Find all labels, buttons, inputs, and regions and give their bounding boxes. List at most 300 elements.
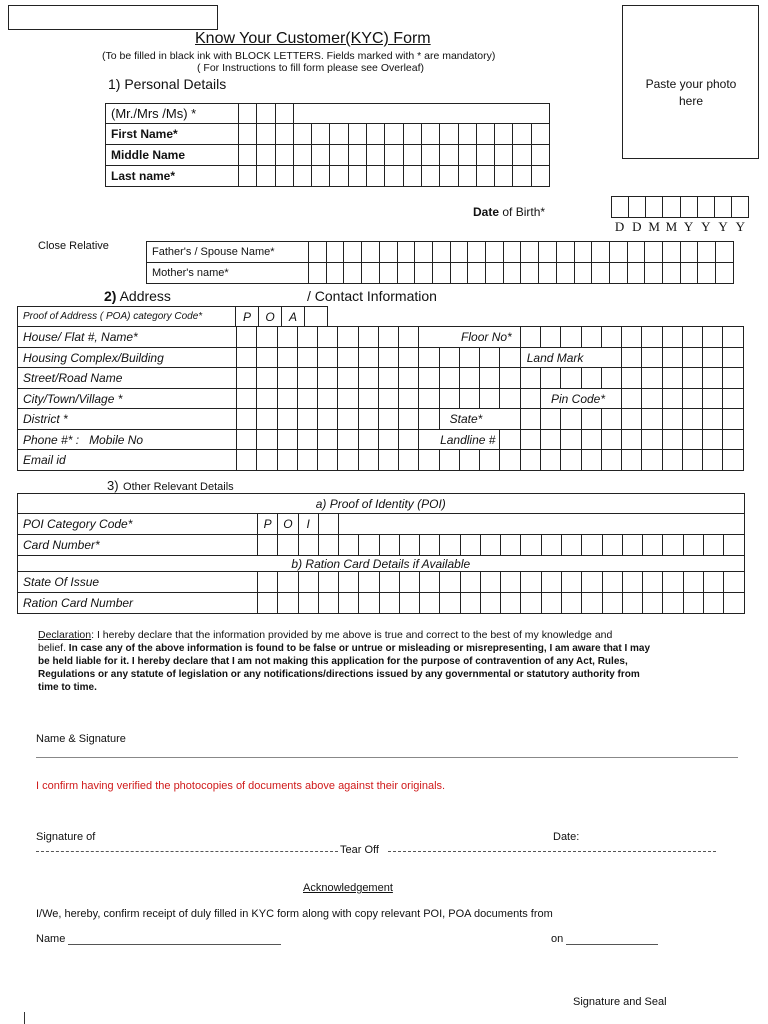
card-number-cell[interactable] bbox=[339, 535, 359, 556]
ack-name-line[interactable] bbox=[68, 944, 281, 945]
complex-cell[interactable] bbox=[318, 348, 338, 368]
ration-number-cell[interactable] bbox=[683, 593, 703, 614]
email-cell[interactable] bbox=[399, 450, 419, 471]
street-cell[interactable] bbox=[378, 368, 398, 389]
street-cell[interactable] bbox=[723, 368, 743, 389]
street-cell[interactable] bbox=[459, 368, 479, 389]
city-cell[interactable] bbox=[237, 389, 257, 409]
state-cell[interactable] bbox=[703, 409, 723, 430]
ration-number-cell[interactable] bbox=[420, 593, 440, 614]
landline-cell[interactable] bbox=[703, 430, 723, 450]
mother-name-cell[interactable] bbox=[574, 263, 592, 284]
house-cell[interactable] bbox=[237, 327, 257, 348]
district-cell[interactable] bbox=[237, 409, 257, 430]
state-cell[interactable] bbox=[622, 409, 642, 430]
district-cell[interactable] bbox=[277, 409, 297, 430]
declaration-label: Declaration bbox=[38, 629, 92, 641]
city-cell[interactable] bbox=[419, 389, 439, 409]
city-cell[interactable] bbox=[358, 389, 378, 409]
street-cell[interactable] bbox=[257, 368, 277, 389]
state-issue-cell[interactable] bbox=[399, 572, 419, 593]
landline-cell[interactable] bbox=[500, 430, 520, 450]
city-cell[interactable] bbox=[378, 389, 398, 409]
email-cell[interactable] bbox=[703, 450, 723, 471]
email-cell[interactable] bbox=[277, 450, 297, 471]
state-cell[interactable] bbox=[662, 409, 682, 430]
state-cell[interactable] bbox=[581, 409, 601, 430]
floor-cell[interactable] bbox=[622, 327, 642, 348]
house-cell[interactable] bbox=[257, 327, 277, 348]
dob-rest-word: of Birth* bbox=[499, 205, 546, 219]
street-cell[interactable] bbox=[338, 368, 358, 389]
email-cell[interactable] bbox=[257, 450, 277, 471]
mother-name-cell[interactable] bbox=[609, 263, 627, 284]
state-cell[interactable] bbox=[723, 409, 743, 430]
city-cell[interactable] bbox=[318, 389, 338, 409]
mother-name-cell[interactable] bbox=[309, 263, 327, 284]
district-cell[interactable] bbox=[378, 409, 398, 430]
mother-name-cell[interactable] bbox=[450, 263, 468, 284]
father-name-cell[interactable] bbox=[503, 242, 521, 263]
floor-cell[interactable] bbox=[520, 327, 540, 348]
complex-cell[interactable] bbox=[439, 348, 459, 368]
state-issue-cell[interactable] bbox=[460, 572, 480, 593]
house-cell[interactable] bbox=[378, 327, 398, 348]
street-cell[interactable] bbox=[682, 368, 702, 389]
mobile-cell[interactable] bbox=[399, 430, 419, 450]
pin-cell[interactable] bbox=[703, 389, 723, 409]
father-name-cell[interactable] bbox=[698, 242, 716, 263]
email-cell[interactable] bbox=[318, 450, 338, 471]
landline-cell[interactable] bbox=[723, 430, 743, 450]
pin-cell[interactable] bbox=[723, 389, 743, 409]
city-cell[interactable] bbox=[399, 389, 419, 409]
state-issue-cell[interactable] bbox=[501, 572, 521, 593]
mother-name-cell[interactable] bbox=[397, 263, 415, 284]
street-cell[interactable] bbox=[520, 368, 540, 389]
email-cell[interactable] bbox=[500, 450, 520, 471]
card-number-cell[interactable] bbox=[602, 535, 622, 556]
city-cell[interactable] bbox=[257, 389, 277, 409]
state-issue-cell[interactable] bbox=[561, 572, 581, 593]
district-cell[interactable] bbox=[257, 409, 277, 430]
ration-number-cell[interactable] bbox=[643, 593, 663, 614]
mother-name-cell[interactable] bbox=[539, 263, 557, 284]
street-cell[interactable] bbox=[662, 368, 682, 389]
ration-number-cell[interactable] bbox=[582, 593, 602, 614]
card-number-cell[interactable] bbox=[440, 535, 460, 556]
floor-cell[interactable] bbox=[642, 327, 662, 348]
card-number-cell[interactable] bbox=[298, 535, 318, 556]
dob-cell[interactable] bbox=[663, 197, 680, 218]
mother-name-cell[interactable] bbox=[680, 263, 698, 284]
street-cell[interactable] bbox=[237, 368, 257, 389]
ration-title: b) Ration Card Details if Available bbox=[18, 556, 745, 572]
father-name-cell[interactable] bbox=[432, 242, 450, 263]
mobile-cell[interactable] bbox=[277, 430, 297, 450]
landmark-cell[interactable] bbox=[642, 348, 662, 368]
father-name-cell[interactable] bbox=[592, 242, 610, 263]
state-cell[interactable] bbox=[561, 409, 581, 430]
floor-cell[interactable] bbox=[601, 327, 621, 348]
state-issue-cell[interactable] bbox=[663, 572, 683, 593]
email-cell[interactable] bbox=[378, 450, 398, 471]
city-cell[interactable] bbox=[277, 389, 297, 409]
state-cell[interactable] bbox=[601, 409, 621, 430]
street-cell[interactable] bbox=[358, 368, 378, 389]
ration-number-cell[interactable] bbox=[561, 593, 581, 614]
photo-box[interactable] bbox=[622, 5, 759, 159]
father-name-cell[interactable] bbox=[627, 242, 645, 263]
father-name-cell[interactable] bbox=[415, 242, 433, 263]
father-name-cell[interactable] bbox=[609, 242, 627, 263]
mobile-cell[interactable] bbox=[318, 430, 338, 450]
pin-cell[interactable] bbox=[662, 389, 682, 409]
ration-number-label: Ration Card Number bbox=[18, 593, 258, 614]
email-cell[interactable] bbox=[338, 450, 358, 471]
declaration-line4: Regulations or any statute of legislation or any notifications/directions issued by any governmental or statutory authority from bbox=[38, 669, 640, 680]
mother-name-cell[interactable] bbox=[486, 263, 504, 284]
state-issue-cell[interactable] bbox=[359, 572, 379, 593]
dob-cell[interactable] bbox=[714, 197, 731, 218]
ration-number-cell[interactable] bbox=[602, 593, 622, 614]
house-cell[interactable] bbox=[399, 327, 419, 348]
mother-name-cell[interactable] bbox=[663, 263, 681, 284]
complex-cell[interactable] bbox=[399, 348, 419, 368]
house-cell[interactable] bbox=[318, 327, 338, 348]
father-name-cell[interactable] bbox=[309, 242, 327, 263]
email-cell[interactable] bbox=[723, 450, 743, 471]
mother-name-cell[interactable] bbox=[468, 263, 486, 284]
father-name-cell[interactable] bbox=[574, 242, 592, 263]
father-name-cell[interactable] bbox=[663, 242, 681, 263]
state-issue-cell[interactable] bbox=[724, 572, 744, 593]
email-cell[interactable] bbox=[642, 450, 662, 471]
father-name-cell[interactable] bbox=[362, 242, 380, 263]
declaration-belief: belief. bbox=[38, 642, 67, 654]
city-cell[interactable] bbox=[439, 389, 459, 409]
mother-name-cell[interactable] bbox=[362, 263, 380, 284]
street-cell[interactable] bbox=[480, 368, 500, 389]
ration-number-cell[interactable] bbox=[703, 593, 723, 614]
landline-cell[interactable] bbox=[662, 430, 682, 450]
landline-cell[interactable] bbox=[622, 430, 642, 450]
mother-name-cell[interactable] bbox=[627, 263, 645, 284]
mother-name-cell[interactable] bbox=[556, 263, 574, 284]
district-cell[interactable] bbox=[419, 409, 439, 430]
ration-number-cell[interactable] bbox=[501, 593, 521, 614]
city-cell[interactable] bbox=[338, 389, 358, 409]
complex-cell[interactable] bbox=[378, 348, 398, 368]
pin-cell[interactable] bbox=[622, 389, 642, 409]
ration-number-cell[interactable] bbox=[359, 593, 379, 614]
father-name-cell[interactable] bbox=[716, 242, 734, 263]
complex-cell[interactable] bbox=[358, 348, 378, 368]
city-cell[interactable] bbox=[459, 389, 479, 409]
ration-number-cell[interactable] bbox=[298, 593, 318, 614]
state-cell[interactable] bbox=[682, 409, 702, 430]
state-issue-cell[interactable] bbox=[440, 572, 460, 593]
complex-cell[interactable] bbox=[257, 348, 277, 368]
ration-number-cell[interactable] bbox=[663, 593, 683, 614]
card-number-cell[interactable] bbox=[480, 535, 500, 556]
house-cell[interactable] bbox=[297, 327, 317, 348]
ration-number-cell[interactable] bbox=[278, 593, 298, 614]
ack-name-label: Name bbox=[36, 933, 66, 945]
mobile-cell[interactable] bbox=[358, 430, 378, 450]
father-name-cell[interactable] bbox=[344, 242, 362, 263]
landmark-cell[interactable] bbox=[682, 348, 702, 368]
father-name-cell[interactable] bbox=[556, 242, 574, 263]
state-issue-cell[interactable] bbox=[298, 572, 318, 593]
complex-cell[interactable] bbox=[500, 348, 520, 368]
state-issue-cell[interactable] bbox=[480, 572, 500, 593]
landmark-cell[interactable] bbox=[662, 348, 682, 368]
ration-number-cell[interactable] bbox=[521, 593, 541, 614]
state-issue-cell[interactable] bbox=[643, 572, 663, 593]
dob-date-word: Date bbox=[473, 205, 500, 219]
state-issue-cell[interactable] bbox=[339, 572, 359, 593]
email-cell[interactable] bbox=[237, 450, 257, 471]
district-cell[interactable] bbox=[297, 409, 317, 430]
dob-cell[interactable] bbox=[612, 197, 629, 218]
complex-cell[interactable] bbox=[338, 348, 358, 368]
poi-code-cell[interactable] bbox=[318, 514, 338, 535]
card-number-cell[interactable] bbox=[501, 535, 521, 556]
card-number-cell[interactable] bbox=[379, 535, 399, 556]
floor-cell[interactable] bbox=[581, 327, 601, 348]
ration-number-cell[interactable] bbox=[399, 593, 419, 614]
father-name-cell[interactable] bbox=[450, 242, 468, 263]
dob-cell[interactable] bbox=[697, 197, 714, 218]
email-cell[interactable] bbox=[439, 450, 459, 471]
floor-cell[interactable] bbox=[540, 327, 560, 348]
street-cell[interactable] bbox=[277, 368, 297, 389]
street-cell[interactable] bbox=[399, 368, 419, 389]
state-issue-cell[interactable] bbox=[278, 572, 298, 593]
landline-cell[interactable] bbox=[601, 430, 621, 450]
city-cell[interactable] bbox=[500, 389, 520, 409]
mobile-cell[interactable] bbox=[237, 430, 257, 450]
mother-name-cell[interactable] bbox=[326, 263, 344, 284]
ration-number-cell[interactable] bbox=[622, 593, 642, 614]
landmark-cell[interactable] bbox=[622, 348, 642, 368]
floor-cell[interactable] bbox=[662, 327, 682, 348]
state-issue-cell[interactable] bbox=[379, 572, 399, 593]
father-name-cell[interactable] bbox=[379, 242, 397, 263]
email-cell[interactable] bbox=[419, 450, 439, 471]
state-issue-cell[interactable] bbox=[622, 572, 642, 593]
street-cell[interactable] bbox=[581, 368, 601, 389]
card-number-cell[interactable] bbox=[541, 535, 561, 556]
state-issue-cell[interactable] bbox=[258, 572, 278, 593]
card-number-cell[interactable] bbox=[359, 535, 379, 556]
pin-cell[interactable] bbox=[642, 389, 662, 409]
mother-name-cell[interactable] bbox=[415, 263, 433, 284]
email-cell[interactable] bbox=[520, 450, 540, 471]
complex-cell[interactable] bbox=[277, 348, 297, 368]
district-cell[interactable] bbox=[358, 409, 378, 430]
dob-cell[interactable] bbox=[731, 197, 748, 218]
father-name-cell[interactable] bbox=[468, 242, 486, 263]
street-cell[interactable] bbox=[297, 368, 317, 389]
father-name-cell[interactable] bbox=[486, 242, 504, 263]
pin-cell[interactable] bbox=[682, 389, 702, 409]
state-issue-cell[interactable] bbox=[582, 572, 602, 593]
mobile-cell[interactable] bbox=[257, 430, 277, 450]
complex-cell[interactable] bbox=[459, 348, 479, 368]
father-name-cell[interactable] bbox=[645, 242, 663, 263]
street-cell[interactable] bbox=[642, 368, 662, 389]
complex-cell[interactable] bbox=[237, 348, 257, 368]
mother-name-cell[interactable] bbox=[592, 263, 610, 284]
ration-number-cell[interactable] bbox=[541, 593, 561, 614]
state-issue-cell[interactable] bbox=[318, 572, 338, 593]
ration-number-cell[interactable] bbox=[318, 593, 338, 614]
landline-cell[interactable] bbox=[682, 430, 702, 450]
card-number-cell[interactable] bbox=[460, 535, 480, 556]
floor-cell[interactable] bbox=[723, 327, 743, 348]
email-cell[interactable] bbox=[601, 450, 621, 471]
complex-cell[interactable] bbox=[297, 348, 317, 368]
street-cell[interactable] bbox=[419, 368, 439, 389]
email-cell[interactable] bbox=[297, 450, 317, 471]
card-number-cell[interactable] bbox=[420, 535, 440, 556]
state-issue-cell[interactable] bbox=[683, 572, 703, 593]
father-name-cell[interactable] bbox=[397, 242, 415, 263]
father-name-cell[interactable] bbox=[521, 242, 539, 263]
dob-cell[interactable] bbox=[629, 197, 646, 218]
mother-name-cell[interactable] bbox=[344, 263, 362, 284]
mother-name-cell[interactable] bbox=[645, 263, 663, 284]
district-cell[interactable] bbox=[399, 409, 419, 430]
district-cell[interactable] bbox=[338, 409, 358, 430]
email-cell[interactable] bbox=[540, 450, 560, 471]
street-cell[interactable] bbox=[561, 368, 581, 389]
street-cell[interactable] bbox=[622, 368, 642, 389]
landmark-cell[interactable] bbox=[703, 348, 723, 368]
landline-cell[interactable] bbox=[520, 430, 540, 450]
state-issue-cell[interactable] bbox=[703, 572, 723, 593]
landline-cell[interactable] bbox=[642, 430, 662, 450]
street-label: Street/Road Name bbox=[18, 368, 237, 389]
card-number-cell[interactable] bbox=[278, 535, 298, 556]
card-number-cell[interactable] bbox=[703, 535, 723, 556]
street-cell[interactable] bbox=[540, 368, 560, 389]
landline-cell[interactable] bbox=[561, 430, 581, 450]
street-cell[interactable] bbox=[703, 368, 723, 389]
card-number-cell[interactable] bbox=[724, 535, 744, 556]
email-cell[interactable] bbox=[480, 450, 500, 471]
house-cell[interactable] bbox=[277, 327, 297, 348]
house-cell[interactable] bbox=[338, 327, 358, 348]
state-cell[interactable] bbox=[540, 409, 560, 430]
landmark-cell[interactable] bbox=[723, 348, 743, 368]
email-cell[interactable] bbox=[682, 450, 702, 471]
city-cell[interactable] bbox=[520, 389, 540, 409]
email-cell[interactable] bbox=[561, 450, 581, 471]
card-number-cell[interactable] bbox=[622, 535, 642, 556]
ration-number-cell[interactable] bbox=[480, 593, 500, 614]
ration-number-cell[interactable] bbox=[339, 593, 359, 614]
card-number-cell[interactable] bbox=[521, 535, 541, 556]
city-cell[interactable] bbox=[480, 389, 500, 409]
ration-number-cell[interactable] bbox=[724, 593, 744, 614]
ration-number-cell[interactable] bbox=[460, 593, 480, 614]
poa-code-cell[interactable] bbox=[305, 307, 328, 327]
state-issue-cell[interactable] bbox=[521, 572, 541, 593]
email-cell[interactable] bbox=[581, 450, 601, 471]
office-use-box[interactable] bbox=[8, 5, 218, 30]
card-number-cell[interactable] bbox=[258, 535, 278, 556]
father-name-cell[interactable] bbox=[326, 242, 344, 263]
ration-number-cell[interactable] bbox=[379, 593, 399, 614]
mother-name-cell[interactable] bbox=[521, 263, 539, 284]
email-cell[interactable] bbox=[358, 450, 378, 471]
dob-format-letter: M bbox=[665, 219, 678, 234]
complex-cell[interactable] bbox=[419, 348, 439, 368]
address-heading bbox=[104, 288, 171, 304]
email-cell[interactable] bbox=[662, 450, 682, 471]
father-name-cell[interactable] bbox=[680, 242, 698, 263]
father-name-cell[interactable] bbox=[539, 242, 557, 263]
mother-name-cell[interactable] bbox=[698, 263, 716, 284]
state-cell[interactable] bbox=[642, 409, 662, 430]
state-issue-cell[interactable] bbox=[420, 572, 440, 593]
mother-name-cell[interactable] bbox=[503, 263, 521, 284]
street-cell[interactable] bbox=[318, 368, 338, 389]
mother-name-cell[interactable] bbox=[432, 263, 450, 284]
floor-cell[interactable] bbox=[561, 327, 581, 348]
dob-cell[interactable] bbox=[646, 197, 663, 218]
email-cell[interactable] bbox=[459, 450, 479, 471]
house-cell[interactable] bbox=[358, 327, 378, 348]
mobile-cell[interactable] bbox=[297, 430, 317, 450]
ack-date-line[interactable] bbox=[566, 944, 658, 945]
card-number-cell[interactable] bbox=[399, 535, 419, 556]
card-number-cell[interactable] bbox=[683, 535, 703, 556]
mother-name-cell[interactable] bbox=[716, 263, 734, 284]
floor-cell[interactable] bbox=[703, 327, 723, 348]
email-cell[interactable] bbox=[622, 450, 642, 471]
card-number-cell[interactable] bbox=[318, 535, 338, 556]
card-number-cell[interactable] bbox=[663, 535, 683, 556]
state-issue-cell[interactable] bbox=[602, 572, 622, 593]
mobile-cell[interactable] bbox=[378, 430, 398, 450]
complex-cell[interactable] bbox=[480, 348, 500, 368]
district-cell[interactable] bbox=[318, 409, 338, 430]
poi-title: a) Proof of Identity (POI) bbox=[18, 494, 745, 514]
landline-cell[interactable] bbox=[581, 430, 601, 450]
mobile-cell[interactable] bbox=[338, 430, 358, 450]
street-cell[interactable] bbox=[601, 368, 621, 389]
street-cell[interactable] bbox=[500, 368, 520, 389]
floor-cell[interactable] bbox=[682, 327, 702, 348]
card-number-cell[interactable] bbox=[643, 535, 663, 556]
ration-number-cell[interactable] bbox=[258, 593, 278, 614]
state-issue-cell[interactable] bbox=[541, 572, 561, 593]
card-number-cell[interactable] bbox=[561, 535, 581, 556]
state-cell[interactable] bbox=[520, 409, 540, 430]
card-number-cell[interactable] bbox=[582, 535, 602, 556]
city-cell[interactable] bbox=[297, 389, 317, 409]
name-signature-line[interactable] bbox=[36, 757, 738, 758]
landline-cell[interactable] bbox=[540, 430, 560, 450]
ration-number-cell[interactable] bbox=[440, 593, 460, 614]
street-cell[interactable] bbox=[439, 368, 459, 389]
mother-name-cell[interactable] bbox=[379, 263, 397, 284]
dob-cell[interactable] bbox=[680, 197, 697, 218]
